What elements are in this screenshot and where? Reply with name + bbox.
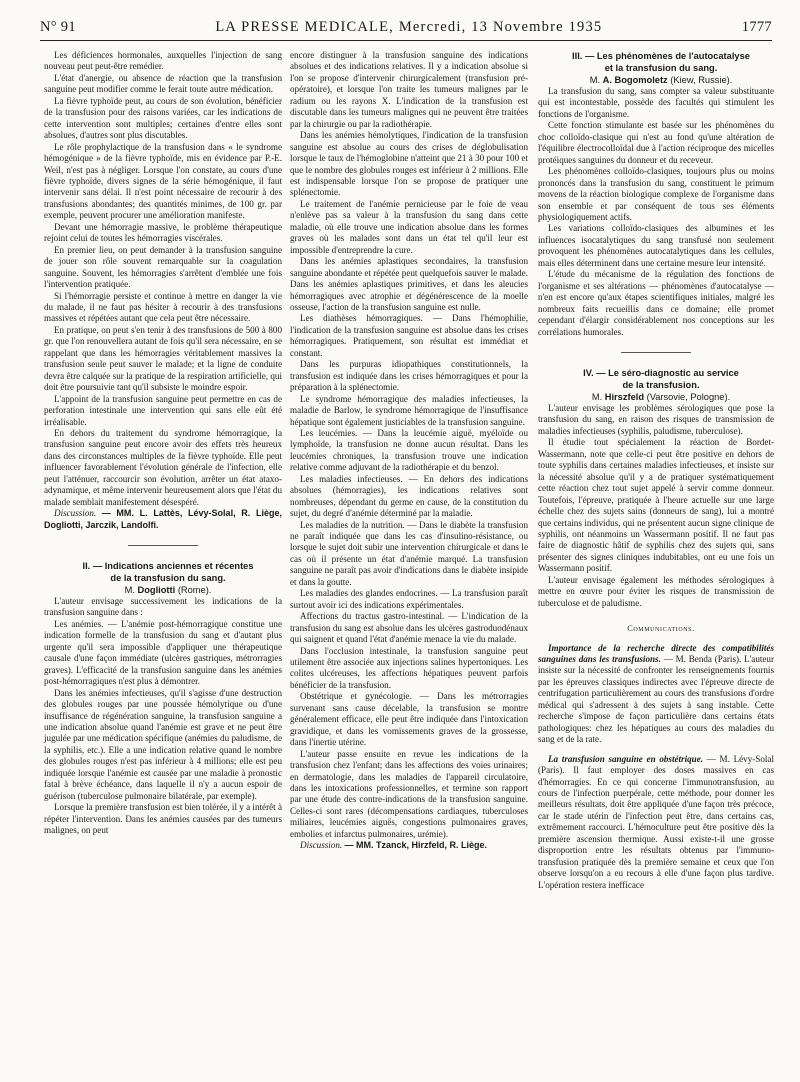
paragraph: La fièvre typhoïde peut, au cours de son évolution, bénéficier de la transfusion pour des raisons variées, car les indications de cette intervention sont multiples; certaines d'entre elles sont absolues, d'autres sont plus discutables. bbox=[44, 95, 282, 141]
discussion-line bbox=[290, 840, 528, 851]
paragraph: Lorsque la première transfusion est bien tolérée, il y a intérêt à répéter l'intervention. Dans les anémies causées par des tumeurs malignes, on peut bbox=[44, 802, 282, 836]
paragraph: Les maladies infectieuses. — En dehors des indications absolues (hémorragies), les indications relatives sont nombreuses, dépendant du germe en cause, de la constitution du sujet, du degré d'anémie déterminé par la maladie. bbox=[290, 473, 528, 519]
paragraph: Dans les anémies infectieuses, qu'il s'agisse d'une destruction des globules rouges par une poussée hémolytique ou d'une insuffisance de régénération sanguine, la transfusion sanguine a une indication absolue quand l'anémie est grave et ne peut être jugulée par une médication spécifique (anémies du paludisme, de la syphilis, etc.). Elle a une indication relative quand le nombre des globules rouges n'est pas inférieur à 4 millions; elle est peu indiquée lorsque l'anémie est causée par une maladie à pronostic fatal à brève échéance, dans laquelle il n'y a aucun espoir de guérison (tuberculose pulmonaire bilatérale, par exemple). bbox=[44, 687, 282, 801]
column-1 bbox=[44, 50, 282, 837]
communication-body: — M. Benda (Paris). L'auteur insiste sur la nécessité de confronter les renseignements fournis par les épreuves classiques indirectes avec l'épreuve directe de centrifugation particulièrement au cours des transfusions d'ordre médical qui s'adressent à des sujets à sang instable. Cette recherche s'impose de façon particulière dans certains états pathologiques: chez les hépatiques au cours des maladies du sang et de la rate. bbox=[538, 654, 774, 745]
section-author bbox=[44, 584, 282, 596]
issue-number: N° 91 bbox=[40, 18, 76, 35]
section-title-2a: II. — Indications anciennes et récentes bbox=[82, 561, 254, 572]
paragraph: Le rôle prophylactique de la transfusion dans « le syndrome hémogénique » de la fièvre typhoïde, mis en évidence par P.-E. Weil, n'est pas à négliger. Lorsque l'on constate, au cours d'une fièvre typhoïde, divers signes de la série hémogénique, il faut intervenir sans délai. Il n'est point nécessaire de recourir à des transfusions abondantes; des quantités minimes, de 100 gr. par exemple, peuvent procurer une amélioration manifeste. bbox=[44, 141, 282, 221]
communications-heading: Communications. bbox=[627, 624, 695, 634]
paragraph: L'auteur envisage également les méthodes sérologiques à mettre en œuvre pour éviter les risques de transmission de tuberculose et de paludisme. bbox=[538, 574, 774, 608]
paragraph: L'auteur envisage les problèmes sérologiques que pose la transfusion du sang, en raison des risques de transmission de maladies infectieuses (syphilis, paludisme, tuberculose). bbox=[538, 402, 774, 436]
section-title-4a: IV. — Le séro-diagnostic au service bbox=[583, 367, 739, 378]
paragraph: Dans les anémies hémolytiques, l'indication de la transfusion sanguine est absolue au cours des crises de déglobulisation lorsque le taux de l'hémoglobine n'atteint que 21 à 30 pour 100 et que le nombre des globules rouges est inférieur à 2 millions. Elle est indispensable lorsque l'on se propose de pratiquer une splénectomie. bbox=[290, 130, 528, 198]
paragraph: Affections du tractus gastro-intestinal. — L'indication de la transfusion du sang est absolue dans les ulcères gastroduodénaux qui saignent et quand l'état d'anémie menace la vie du malade. bbox=[290, 611, 528, 645]
communication-2 bbox=[538, 754, 774, 891]
author-affiliation: (Varsovie, Pologne). bbox=[646, 391, 731, 402]
section-title-2b: de la transfusion du sang. bbox=[110, 573, 226, 584]
communication-title: Importance de la recherche directe des compatibilités sanguines dans les transfusions. bbox=[538, 642, 774, 665]
section-title-3b: et la transfusion du sang. bbox=[604, 63, 718, 73]
paragraph: Les maladies des glandes endocrines. — La transfusion paraît surtout avoir ici des indications expérimentales. bbox=[290, 588, 528, 610]
author-prefix: M. bbox=[591, 391, 603, 402]
paragraph: L'auteur envisage successivement les indications de la transfusion sanguine dans : bbox=[44, 596, 282, 618]
page-number: 1777 bbox=[741, 18, 772, 35]
section-title-4b: de la transfusion. bbox=[622, 379, 700, 390]
communication-1 bbox=[538, 643, 774, 746]
author-prefix: M. bbox=[124, 585, 135, 596]
paragraph: Les diathèses hémorragiques. — Dans l'hémophilie, l'indication de la transfusion sanguine est absolue dans les crises hémorragiques. Pratiquement, son résultat est immédiat et constant. bbox=[290, 313, 528, 358]
section-title-3a: III. — Les phénomènes de l'autocatalyse bbox=[572, 51, 750, 61]
paragraph: Devant une hémorragie massive, le problème thérapeutique rejoint celui de toutes les hémorragies viscérales. bbox=[44, 221, 282, 244]
author-affiliation: (Kiew, Russie). bbox=[670, 75, 733, 85]
journal-title: LA PRESSE MEDICALE, Mercredi, 13 Novembre 1935 bbox=[215, 18, 603, 35]
paragraph: L'étude du mécanisme de la régulation des fonctions de l'organisme et ses altérations — phénomènes d'autocatalyse — n'en est encore qu'aux étapes scientifiques initiales, malgré les nombreux faits recueillis dans ce domaine; elle promet cependant d'élargir considérablement nos conceptions sur les corrélations humorales. bbox=[538, 269, 774, 337]
paragraph: Le syndrome hémorragique des maladies infectieuses, la maladie de Barlow, le syndrome hémorragique de l'insuffisance hépatique sont également justiciables de la transfusion sanguine. bbox=[290, 393, 528, 427]
paragraph: Le traitement de l'anémie pernicieuse par le foie de veau n'enlève pas sa valeur à la transfusion du sang dans cette maladie, où elle trouve une indication absolue dans les formes graves où les malades sont dans un état tel qu'il leur est impossible d'entreprendre la cure. bbox=[290, 198, 528, 255]
paragraph: encore distinguer à la transfusion sanguine des indications absolues et des indications relatives. Il y a indication absolue si l'on se propose d'intervenir chirurgicalement (transfusion pré-opératoire), et lorsque l'on traite les tumeurs malignes par le radium ou les rayons X. L'indication de la transfusion est discutable dans les tumeurs malignes qui ne peuvent être traitées par la chirurgie ou par la radiothérapie. bbox=[290, 50, 528, 129]
paragraph: Les anémies. — L'anémie post-hémorragique constitue une indication formelle de la transfusion du sang et d'autant plus urgente qu'il sera impossible d'appliquer une thérapeutique causale d'une façon immédiate (ulcères gastriques, métrorragies graves). L'efficacité de la transfusion sanguine dans les anémies post-hémorragiques n'est plus à démontrer. bbox=[44, 618, 282, 687]
paragraph: En dehors du traitement du syndrome hémorragique, la transfusion sanguine peut encore avoir des effets très heureux dans des circonstances multiples de la fièvre typhoïde. Elle peut influencer favorablement l'évolution générale de l'infection, elle peut l'atténuer, raccourcir son évolution, arrêter un état ataxo-adynamique, et même intervenir heureusement alors que l'état du malade semblait manifestement désespéré. bbox=[44, 427, 282, 507]
paragraph: Les déficiences hormonales, auxquelles l'injection de sang nouveau peut peut-être remédier. bbox=[44, 50, 282, 72]
column-3 bbox=[538, 50, 774, 891]
paragraph: Obstétrique et gynécologie. — Dans les métrorragies survenant sans cause décelable, la transfusion se montre généralement efficace, elle peut être indiquée dans l'intoxication gravidique, et dans les vomissements graves de la grossesse, dans l'inertie utérine. bbox=[290, 691, 528, 748]
paragraph: Il étudie tout spécialement la réaction de Bordet-Wassermann, note que celle-ci peut être positive en dehors de toute syphilis dans certaines maladies infectieuses, et insiste sur la nécessité absolue qu'il y a de pratiquer systématiquement cette réaction chez tout sujet appelé à servir comme donneur. Toutefois, l'épreuve, pratiquée à l'heure actuelle sur une large échelle chez des sujets sains (donneurs de sang), lui a montré que certains individus, qui ne présentent aucun signe clinique de syphilis, ont néanmoins un Wassermann positif. Il ne faut pas faire de diagnostic hâtif de syphilis chez des sujets qui, sans présenter des signes cliniques indubitables, ont eu une fois un Wassermann positif. bbox=[538, 437, 774, 574]
section-author bbox=[538, 74, 774, 86]
paragraph: L'auteur passe ensuite en revue les indications de la transfusion chez l'enfant; dans les affections des voies urinaires; en dermatologie, dans les maladies de l'appareil circulatoire, dans les intoxications professionnelles, et termine son rapport par une étude des contre-indications de la transfusion sanguine. Celles-ci sont rares (décompensations cardiaques, tuberculoses miliaires, leucémies aiguës, congestions pulmonaires graves, embolies et infarctus pulmonaires, urémie). bbox=[290, 748, 528, 839]
paragraph: Les variations colloïdo-clasiques des albumines et les influences isocatalytiques du sang transfusé non seulement provoquent les phénomènes autocatalytiques dans les cellules, mais elles déterminent dans une certaine mesure leur intensité. bbox=[538, 223, 774, 268]
paragraph: Les phénomènes colloïdo-clasiques, toujours plus ou moins prononcés dans la transfusion du sang, constituent le primum movens de la réaction biologique complexe de l'organisme dans son ensemble et par conséquent de tous ses éléments physiologiquement actifs. bbox=[538, 166, 774, 222]
paragraph: L'appoint de la transfusion sanguine peut permettre en cas de perforation intestinale une intervention qui sans elle eût été irréalisable. bbox=[44, 393, 282, 427]
paragraph: Dans l'occlusion intestinale, la transfusion sanguine peut utilement être associée aux injections salines hypertoniques. Les colites ulcéreuses, les affections hépatiques peuvent parfois bénéficier de la transfusion. bbox=[290, 645, 528, 690]
author-name: Dogliotti bbox=[137, 585, 176, 596]
discussion-label: Discussion. bbox=[54, 508, 97, 519]
column-2 bbox=[290, 50, 528, 852]
paragraph: La transfusion du sang, sans compter sa valeur substituante qui est incontestable, possède des facultés qui stimulent les fonctions de l'organisme. bbox=[538, 86, 774, 119]
discussion-label: Discussion. bbox=[300, 840, 343, 851]
author-prefix: M. bbox=[589, 75, 601, 85]
page-header bbox=[40, 14, 772, 41]
paragraph: En pratique, on peut s'en tenir à des transfusions de 500 à 800 gr. que l'on renouvellera autant de fois qu'il sera nécessaire, en se rappelant que dans les hémorragies véritablement massives la transfusion seule peut sauver le malade; et la ligne de conduite devra être calquée sur la pratique de la respiration artificielle, qui doit être poursuivie tant qu'il subsiste le moindre espoir. bbox=[44, 324, 282, 393]
paragraph: Les leucémies. — Dans la leucémie aiguë, myéloïde ou lymphoïde, la transfusion ne donne aucun résultat. Dans les leucémies chroniques, la transfusion trouve une indication relative comme adjuvant de la radiothérapie et du benzol. bbox=[290, 427, 528, 473]
paragraph: Si l'hémorragie persiste et continue à mettre en danger la vie du malade, il ne faut pas hésiter à recourir à des transfusions massives et répétées autant que cela peut être nécessaire. bbox=[44, 290, 282, 324]
paragraph: Cette fonction stimulante est basée sur les phénomènes du choc colloïdo-clasique qui n'est au fond qu'une altération de l'équilibre électrocolloïdal due à l'action réciproque des micelles protéiques sanguines du donneur et du receveur. bbox=[538, 120, 774, 165]
discussion-names: — MM. Tzanck, Hirzfeld, R. Liège. bbox=[344, 840, 487, 851]
author-affiliation: (Rome). bbox=[177, 585, 212, 596]
paragraph: Dans les purpuras idiopathiques constitutionnels, la transfusion est indiquée dans les crises hémorragiques et pour la préparation à la splénectomie. bbox=[290, 359, 528, 393]
section-author bbox=[538, 391, 774, 403]
paragraph: Dans les anémies aplastiques secondaires, la transfusion sanguine abondante et répétée peut quelquefois sauver le malade. Dans les anémies aplastiques primitives, et dans les aleucies hémorragiques avec atrophie et dégénérescence de la moelle osseuse, l'action de la transfusion sanguine est nulle. bbox=[290, 256, 528, 312]
paragraph: L'état d'anergie, ou absence de réaction que la transfusion sanguine peut modifier comme le ferait toute autre médication. bbox=[44, 72, 282, 95]
paragraph: En premier lieu, on peut demander à la transfusion sanguine de jouer son rôle souvent remarquable sur la coagulation sanguine. Souvent, les hémorragies s'arrêtent d'emblée une fois l'intervention pratiquée. bbox=[44, 244, 282, 290]
communication-title: La transfusion sanguine en obstétrique. bbox=[548, 753, 704, 764]
paragraph: Les maladies de la nutrition. — Dans le diabète la transfusion ne paraît indiquée que dans les cas d'insulino-résistance, ou lorsque le sujet doit subir une intervention chirurgicale et dans le cas où il présente un état d'anémie marqué. La transfusion sanguine ne paraît pas avoir d'indications dans le diabète insipide et dans la goutte. bbox=[290, 519, 528, 587]
author-name: Hirszfeld bbox=[604, 391, 645, 402]
author-name: A. Bogomoletz bbox=[602, 75, 668, 85]
discussion-line bbox=[44, 508, 282, 531]
discussion-names: — MM. L. Lattès, Lévy-Solal, R. Liège, Dogliotti, Jarczik, Landolfi. bbox=[44, 508, 283, 530]
communication-body: — M. Lévy-Solal (Paris). Il faut employer des doses massives en cas d'hémorragies. En ce qui concerne l'immunotransfusion, au cours de l'infection puerpérale, cette méthode, pour donner les meilleurs résultats, doit être appliquée d'une façon très précoce, car le stade utérin de l'infection peut être, dans certains cas, extrêmement raccourci. L'hémoculture peut être positive dès la première ascension thermique. Aussi existe-t-il une grosse disproportion entre les résultats obtenus par l'immuno-transfusion pratiquée dès la première semaine et ceux que l'on observe lorsqu'on a eu recours à elle d'une façon plus tardive. L'opération restera inefficace bbox=[538, 753, 774, 890]
